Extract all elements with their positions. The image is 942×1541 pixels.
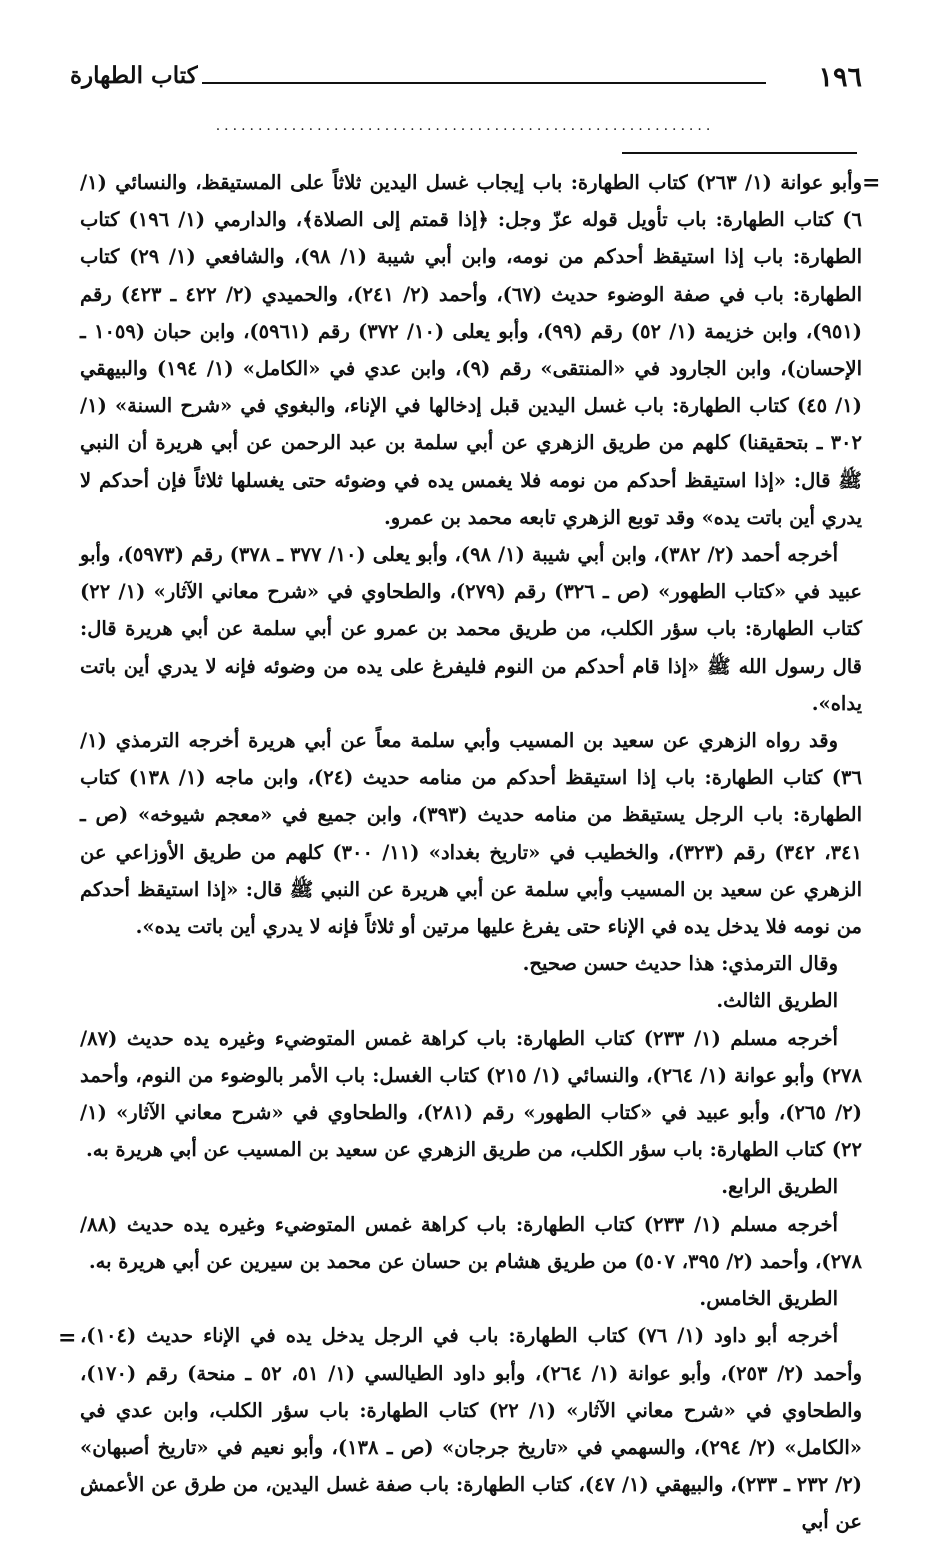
section-heading: الطريق الخامس.	[699, 1287, 838, 1311]
paragraph: أخرجه مسلم (١/ ٢٣٣) كتاب الطهارة: باب كراهة غمس المتوضيء وغيره يده حديث (٨٨/ ٢٧٨)، وأحمد (٢/ ٣٩٥، ٥٠٧) من طريق هشام بن حسان عن محمد بن سيرين عن أبي هريرة به.	[80, 1212, 862, 1273]
continuation-mark-top: =	[862, 170, 881, 196]
paragraph: وقد رواه الزهري عن سعيد بن المسيب وأبي سلمة معاً عن أبي هريرة أخرجه الترمذي (١/ ٣٦) كتاب الطهارة: باب إذا استيقظ أحدكم من منامه حديث (٢٤)، وابن ماجه (١/ ١٣٨) كتاب الطهارة: باب الرجل يستيقظ من منامه حديث (٣٩٣)، وابن جميع في «معجم شيوخه» (ص ـ ٣٤١، ٣٤٢) رقم (٣٢٣)، والخطيب في «تاريخ بغداد» (١١/ ٣٠٠) كلهم من طريق الأوزاعي عن الزهري عن سعيد بن المسيب وأبي سلمة عن أبي هريرة عن النبي ﷺ قال: «إذا استيقظ أحدكم من نومه فلا يدخل يده في الإناء حتى يفرغ عليها مرتين أو ثلاثاً فإنه لا يدري أين باتت يده».	[80, 729, 862, 939]
section-heading: الطريق الرابع.	[721, 1175, 838, 1199]
section-heading: الطريق الثالث.	[716, 989, 838, 1013]
paragraph: أخرجه أحمد (٢/ ٣٨٢)، وابن أبي شيبة (١/ ٩٨)، وأبو يعلى (١٠/ ٣٧٧ ـ ٣٧٨) رقم (٥٩٧٣)، وأبو عبيد في «كتاب الطهور» (ص ـ ٣٢٦) رقم (٢٧٩)، والطحاوي في «شرح معاني الآثار» (١/ ٢٢) كتاب الطهارة: باب سؤر الكلب، من طريق محمد بن عمرو عن أبي سلمة عن أبي هريرة قال: قال رسول الله ﷺ «إذا قام أحدكم من النوم فليفرغ على يده من وضوئه فإنه لا يدري أين باتت يداه».	[80, 543, 862, 715]
separator-dots: ...........................................................	[215, 118, 715, 134]
header-rule	[202, 82, 766, 84]
paragraph: أخرجه أبو داود (١/ ٧٦) كتاب الطهارة: باب في الرجل يدخل يده في الإناء حديث (١٠٤)، وأحمد (٢/ ٢٥٣)، وأبو عوانة (١/ ٢٦٤)، وأبو داود الطيالسي (١/ ٥١، ٥٢ ـ منحة) رقم (١٧٠)، والطحاوي في «شرح معاني الآثار» (١/ ٢٢) كتاب الطهارة: باب سؤر الكلب، وابن عدي في «الكامل» (٢/ ٢٩٤)، والسهمي في «تاريخ جرجان» (ص ـ ١٣٨)، وأبو نعيم في «تاريخ أصبهان» (٢/ ٢٣٢ ـ ٢٣٣)، والبيهقي (١/ ٤٧)، كتاب الطهارة: باب صفة غسل اليدين، من طرق عن الأعمش عن أبي	[80, 1324, 862, 1534]
paragraph: وقال الترمذي: هذا حديث حسن صحيح.	[522, 952, 838, 976]
footnote-body	[80, 164, 862, 1541]
continuation-mark-bottom: =	[58, 1325, 77, 1351]
page-header	[70, 62, 862, 96]
page-number: ١٩٦	[818, 62, 862, 93]
paragraph: وأبو عوانة (١/ ٢٦٣) كتاب الطهارة: باب إيجاب غسل اليدين ثلاثاً على المستيقظ، والنسائي (١/ ٦) كتاب الطهارة: باب تأويل قوله عزّ وجل: ﴿إذا قمتم إلى الصلاة﴾، والدارمي (١/ ١٩٦) كتاب الطهارة: باب إذا استيقظ أحدكم من نومه، وابن أبي شيبة (١/ ٩٨)، والشافعي (١/ ٢٩) كتاب الطهارة: باب في صفة الوضوء حديث (٦٧)، وأحمد (٢/ ٢٤١)، والحميدي (٢/ ٤٢٢ ـ ٤٢٣) رقم (٩٥١)، وابن خزيمة (١/ ٥٢) رقم (٩٩)، وأبو يعلى (١٠/ ٣٧٢) رقم (٥٩٦١)، وابن حبان (١٠٥٩ ـ الإحسان)، وابن الجارود في «المنتقى» رقم (٩)، وابن عدي في «الكامل» (١/ ١٩٤) والبيهقي (١/ ٤٥) كتاب الطهارة: باب غسل اليدين قبل إدخالها في الإناء، والبغوي في «شرح السنة» (١/ ٣٠٢ ـ بتحقيقنا) كلهم من طريق الزهري عن أبي سلمة بن عبد الرحمن عن أبي هريرة أن النبي ﷺ قال: «إذا استيقظ أحدكم من نومه فلا يغمس يده في وضوئه حتى يغسلها ثلاثاً فإن أحدكم لا يدري أين باتت يده» وقد توبع الزهري تابعه محمد بن عمرو.	[80, 171, 863, 529]
paragraph: أخرجه مسلم (١/ ٢٣٣) كتاب الطهارة: باب كراهة غمس المتوضيء وغيره يده حديث (٨٧/ ٢٧٨) وأبو عوانة (١/ ٢٦٤)، والنسائي (١/ ٢١٥) كتاب الغسل: باب الأمر بالوضوء من النوم، وأحمد (٢/ ٢٦٥)، وأبو عبيد في «كتاب الطهور» رقم (٢٨١)، والطحاوي في «شرح معاني الآثار» (١/ ٢٢) كتاب الطهارة: باب سؤر الكلب، من طريق الزهري عن سعيد بن المسيب عن أبي هريرة به.	[80, 1026, 862, 1162]
footnote-rule	[622, 152, 857, 154]
book-title: كتاب الطهارة	[70, 62, 198, 89]
